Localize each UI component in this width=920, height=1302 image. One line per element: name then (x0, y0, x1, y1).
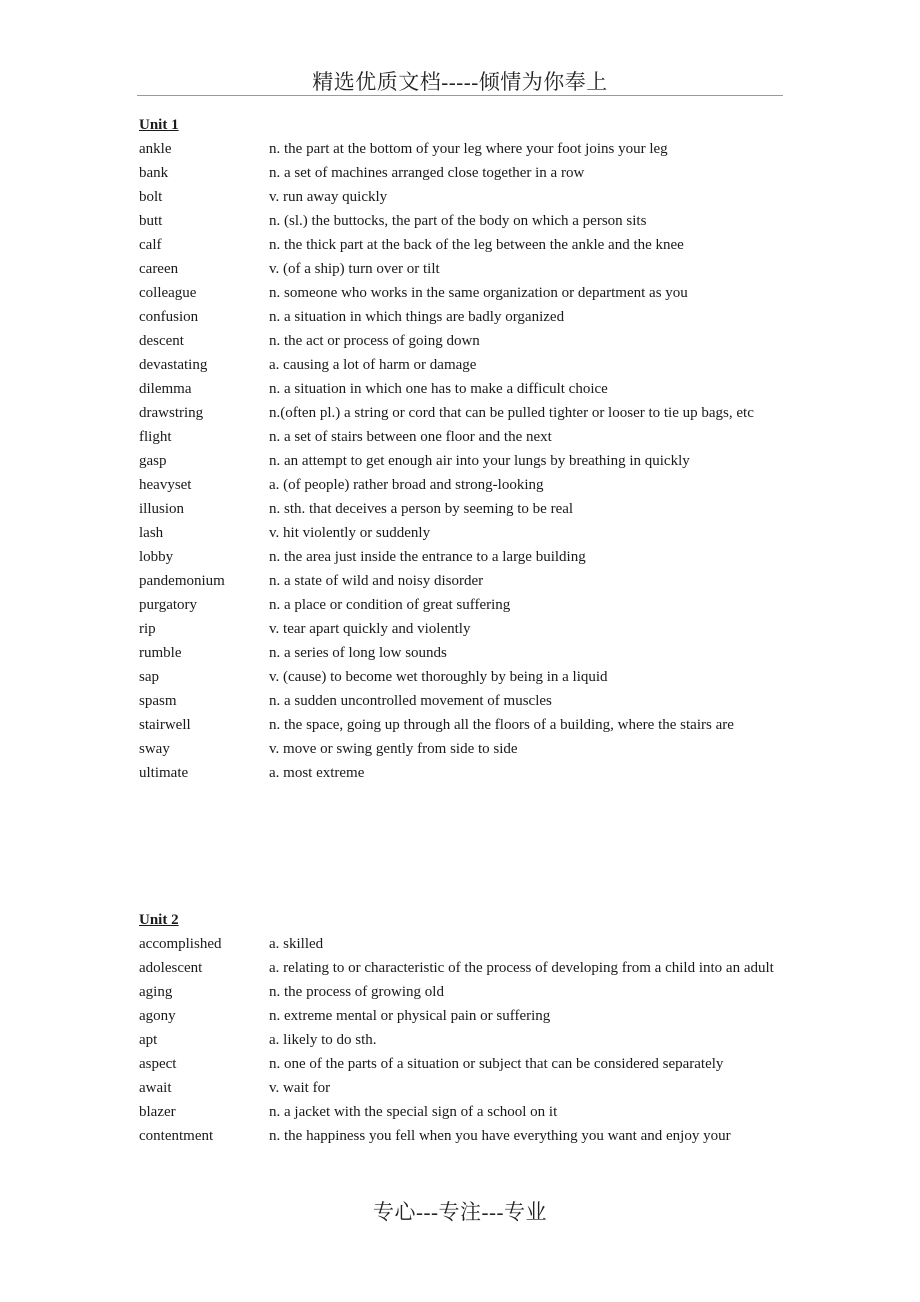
vocab-definition: n. the part at the bottom of your leg where your foot joins your leg (269, 141, 668, 157)
vocab-entry (139, 1028, 785, 1052)
vocab-entry (139, 233, 785, 257)
vocab-term: ankle (139, 141, 172, 157)
vocab-definition: n. a series of long low sounds (269, 645, 447, 661)
vocab-entry (139, 185, 785, 209)
vocab-term: dilemma (139, 381, 192, 397)
page-footer: 专心---专注---专业 (373, 1200, 547, 1224)
vocab-entry (139, 137, 785, 161)
vocab-term: heavyset (139, 477, 192, 493)
vocab-entry (139, 161, 785, 185)
vocab-definition: v. tear apart quickly and violently (269, 621, 471, 637)
vocab-entry (139, 737, 785, 761)
vocab-term: pandemonium (139, 573, 225, 589)
vocab-entry (139, 1052, 785, 1076)
vocab-definition: n.(often pl.) a string or cord that can be pulled tighter or looser to tie up bags, etc (269, 405, 754, 421)
vocab-definition: a. most extreme (269, 765, 365, 781)
vocab-term: purgatory (139, 597, 198, 613)
vocab-entry (139, 281, 785, 305)
vocab-term: descent (139, 333, 184, 349)
vocab-definition: v. (cause) to become wet thoroughly by being in a liquid (269, 669, 608, 685)
vocab-term: colleague (139, 285, 197, 301)
vocab-entry (139, 689, 785, 713)
vocab-definition: n. a state of wild and noisy disorder (269, 573, 484, 589)
vocab-definition: a. (of people) rather broad and strong-looking (269, 477, 544, 493)
vocab-term: spasm (139, 693, 177, 709)
vocab-term: await (139, 1080, 172, 1096)
vocab-term: rumble (139, 645, 182, 661)
vocab-term: aging (139, 984, 173, 1000)
vocab-entry (139, 545, 785, 569)
vocab-term: contentment (139, 1128, 214, 1144)
vocab-term: gasp (139, 453, 167, 469)
vocab-entry (139, 956, 785, 980)
vocab-definition: v. (of a ship) turn over or tilt (269, 261, 440, 277)
vocab-entry (139, 713, 785, 737)
vocab-term: butt (139, 213, 163, 229)
vocab-definition: n. the happiness you fell when you have everything you want and enjoy your (269, 1128, 731, 1144)
vocab-definition: n. the process of growing old (269, 984, 444, 1000)
vocab-entry (139, 449, 785, 473)
vocab-term: ultimate (139, 765, 189, 781)
vocab-definition: a. likely to do sth. (269, 1032, 377, 1048)
vocab-entry (139, 377, 785, 401)
vocab-term: careen (139, 261, 179, 277)
vocab-definition: n. a jacket with the special sign of a school on it (269, 1104, 558, 1120)
vocab-term: bolt (139, 189, 163, 205)
vocab-term: calf (139, 237, 162, 253)
vocab-term: aspect (139, 1056, 177, 1072)
vocab-entry (139, 209, 785, 233)
vocab-definition: a. relating to or characteristic of the process of developing from a child into an adult (269, 960, 774, 976)
vocab-term: lobby (139, 549, 174, 565)
vocab-entry (139, 425, 785, 449)
vocab-definition: n. one of the parts of a situation or subject that can be considered separately (269, 1056, 724, 1072)
vocab-term: rip (139, 621, 156, 637)
vocab-definition: n. (sl.) the buttocks, the part of the body on which a person sits (269, 213, 647, 229)
vocab-definition: n. extreme mental or physical pain or suffering (269, 1008, 551, 1024)
vocab-definition: n. someone who works in the same organization or department as you (269, 285, 688, 301)
vocab-entry (139, 665, 785, 689)
vocab-term: confusion (139, 309, 199, 325)
vocab-definition: v. run away quickly (269, 189, 388, 205)
vocab-entry (139, 497, 785, 521)
vocab-entry (139, 617, 785, 641)
vocab-definition: v. wait for (269, 1080, 331, 1096)
vocab-entry (139, 1100, 785, 1124)
vocab-entry (139, 257, 785, 281)
header-divider (137, 95, 783, 96)
vocab-term: agony (139, 1008, 176, 1024)
vocab-definition: a. skilled (269, 936, 324, 952)
vocab-entry (139, 980, 785, 1004)
vocab-term: lash (139, 525, 164, 541)
vocab-definition: n. a set of machines arranged close together in a row (269, 165, 585, 181)
vocab-definition: v. hit violently or suddenly (269, 525, 431, 541)
vocab-term: bank (139, 165, 169, 181)
vocab-term: accomplished (139, 936, 222, 952)
vocab-definition: n. a sudden uncontrolled movement of muscles (269, 693, 552, 709)
vocab-entry (139, 1124, 785, 1148)
vocab-definition: n. an attempt to get enough air into your lungs by breathing in quickly (269, 453, 690, 469)
vocab-entry (139, 569, 785, 593)
vocab-definition: n. a place or condition of great suffering (269, 597, 511, 613)
vocab-entry (139, 329, 785, 353)
vocab-term: drawstring (139, 405, 204, 421)
vocab-term: sap (139, 669, 159, 685)
unit-1-section (139, 113, 785, 785)
vocab-definition: n. the area just inside the entrance to a large building (269, 549, 586, 565)
vocab-term: adolescent (139, 960, 203, 976)
unit-2-section (139, 908, 785, 1148)
vocab-term: apt (139, 1032, 158, 1048)
vocab-term: stairwell (139, 717, 191, 733)
vocab-term: illusion (139, 501, 185, 517)
vocab-definition: n. the act or process of going down (269, 333, 480, 349)
vocab-entry (139, 401, 785, 425)
vocab-entry (139, 932, 785, 956)
vocab-definition: a. causing a lot of harm or damage (269, 357, 477, 373)
vocab-definition: n. a set of stairs between one floor and the next (269, 429, 552, 445)
vocab-entry (139, 641, 785, 665)
vocab-definition: v. move or swing gently from side to side (269, 741, 518, 757)
vocab-entry (139, 521, 785, 545)
unit-title: Unit 2 (139, 912, 179, 928)
vocab-definition: n. the thick part at the back of the leg between the ankle and the knee (269, 237, 684, 253)
vocab-definition: n. sth. that deceives a person by seeming to be real (269, 501, 574, 517)
vocab-definition: n. a situation in which one has to make a difficult choice (269, 381, 608, 397)
vocab-term: devastating (139, 357, 208, 373)
vocab-term: blazer (139, 1104, 176, 1120)
page-header: 精选优质文档-----倾情为你奉上 (312, 70, 608, 94)
vocab-entry (139, 761, 785, 785)
vocab-entry (139, 1004, 785, 1028)
vocab-term: flight (139, 429, 172, 445)
vocab-entry (139, 353, 785, 377)
vocab-definition: n. a situation in which things are badly organized (269, 309, 565, 325)
vocab-term: sway (139, 741, 170, 757)
vocab-entry (139, 593, 785, 617)
vocab-entry (139, 1076, 785, 1100)
vocab-entry (139, 473, 785, 497)
vocab-entry (139, 305, 785, 329)
vocab-definition: n. the space, going up through all the floors of a building, where the stairs are (269, 717, 734, 733)
unit-title: Unit 1 (139, 117, 179, 133)
